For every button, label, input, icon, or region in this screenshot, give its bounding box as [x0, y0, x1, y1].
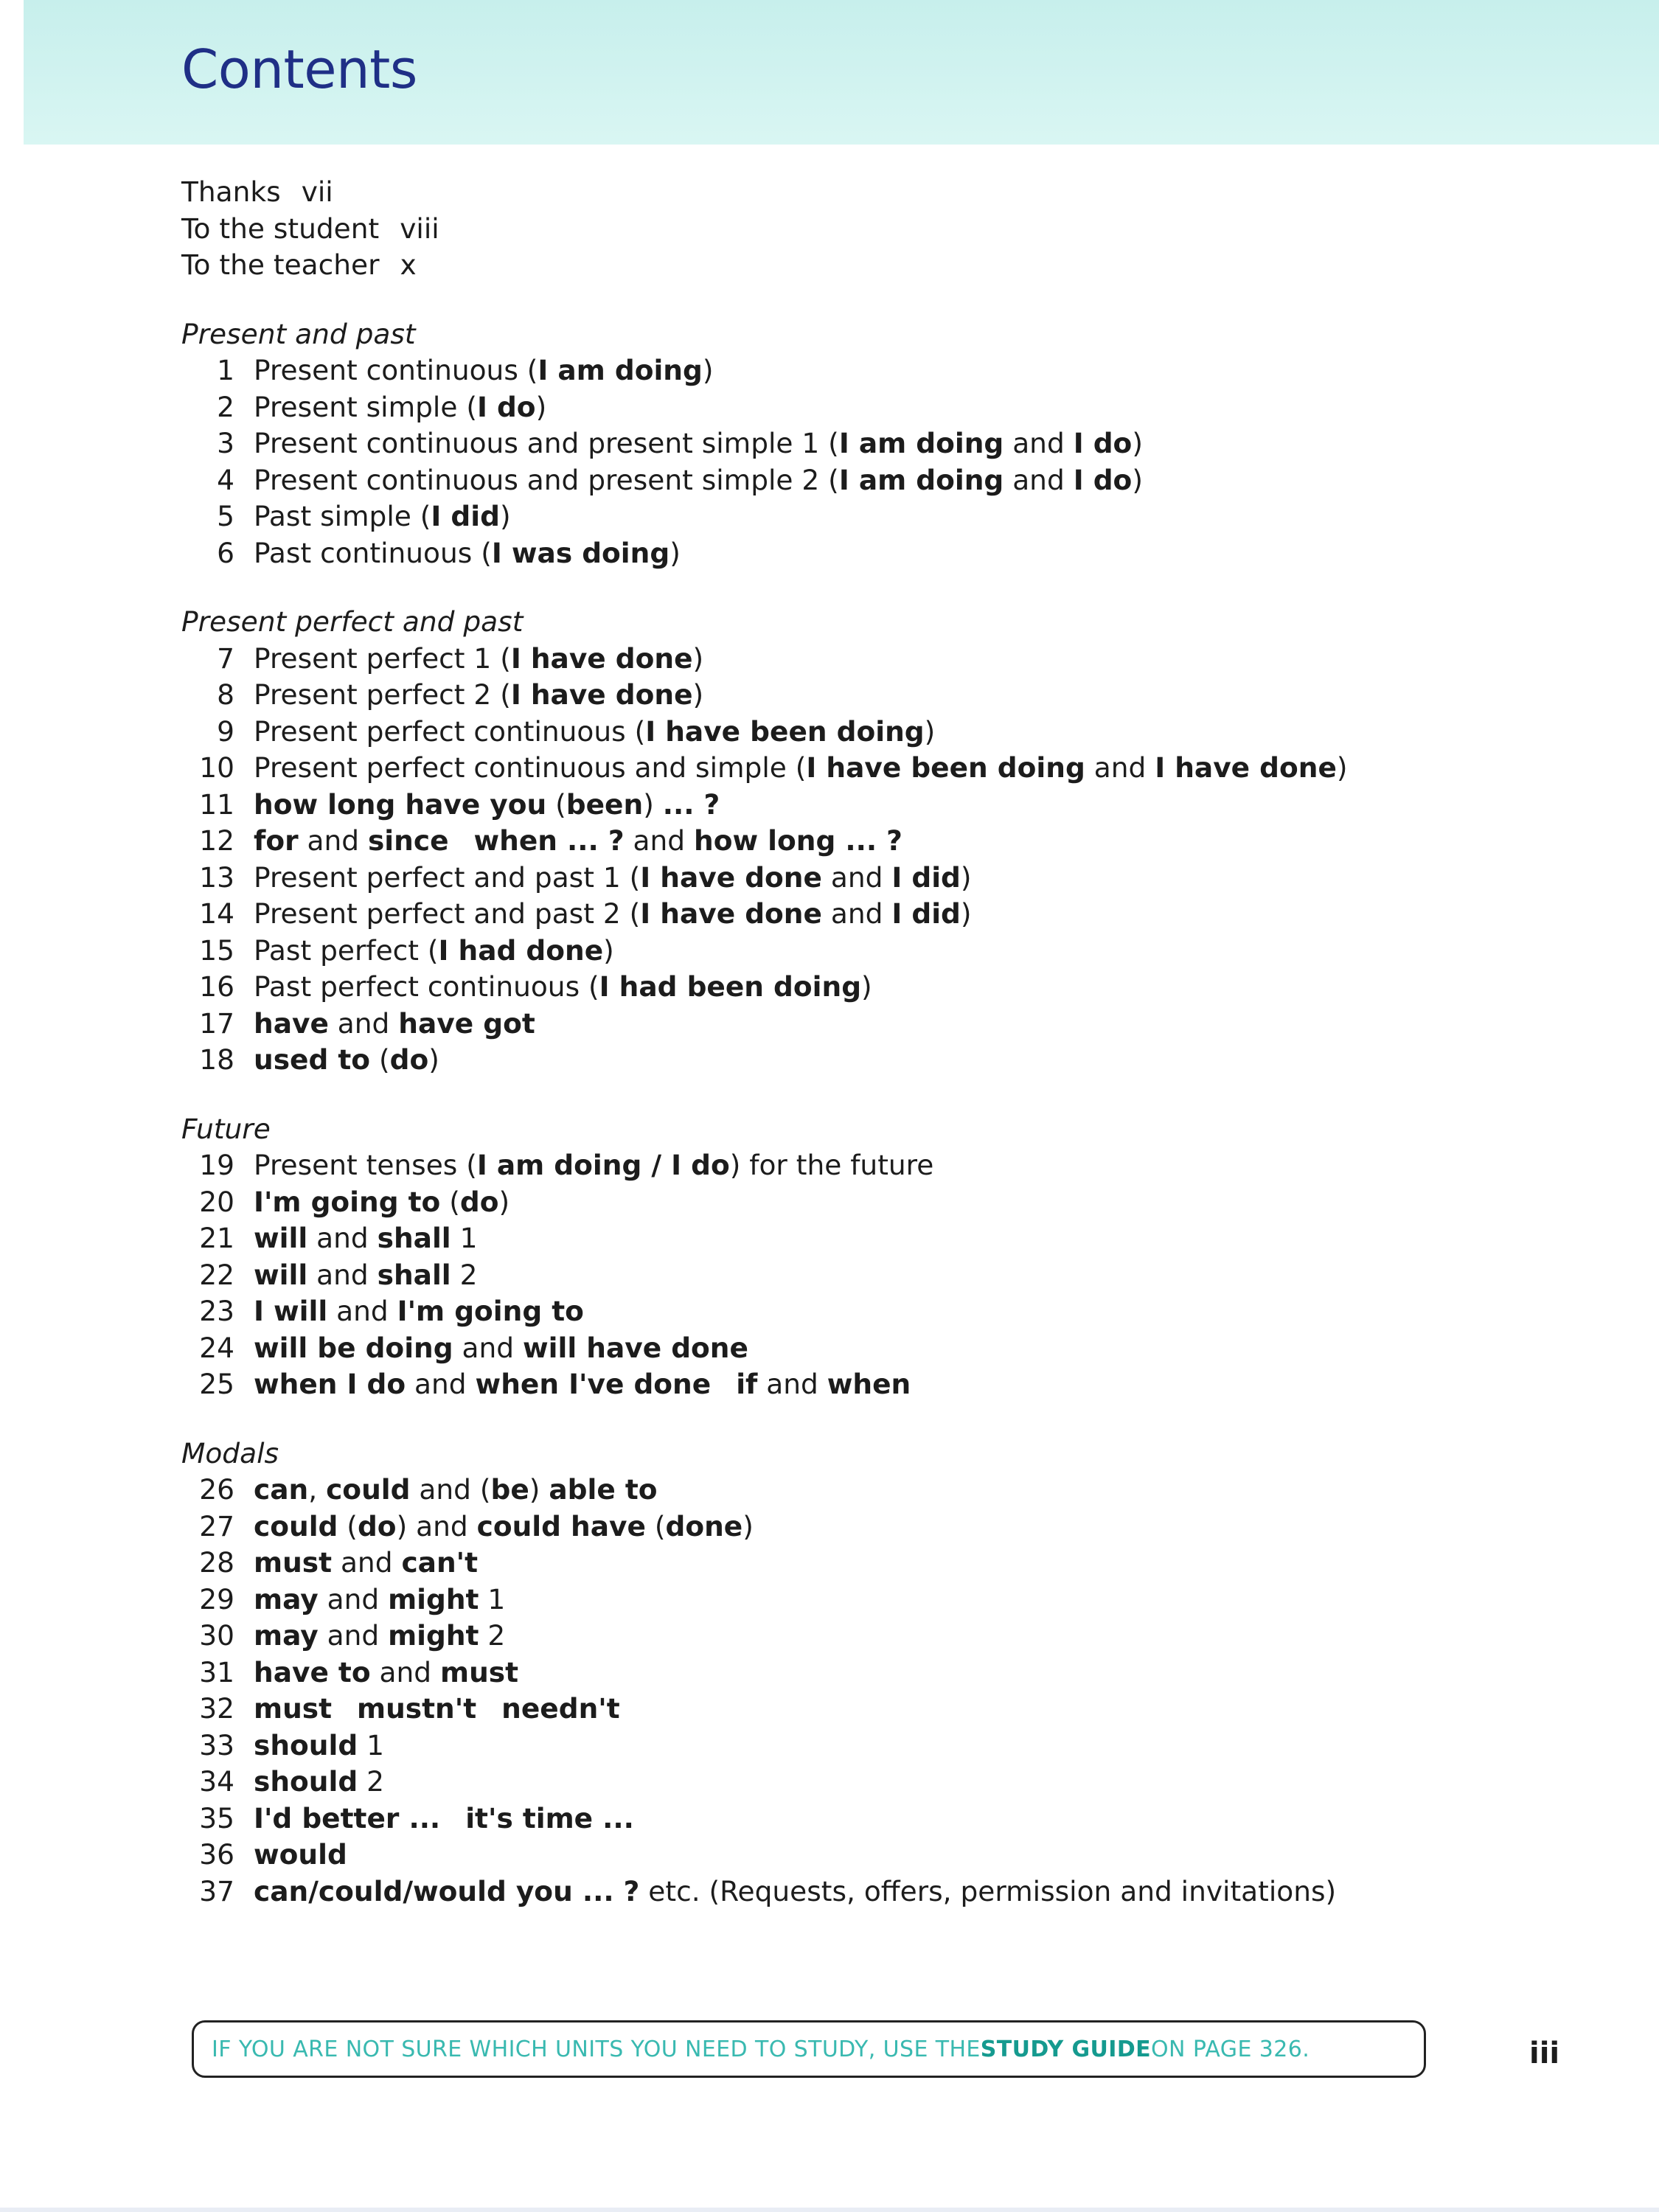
unit-entry[interactable]	[181, 1801, 1582, 1837]
unit-number: 15	[199, 933, 234, 967]
unit-title-bold: shall	[377, 1258, 451, 1291]
unit-title-bold: be	[490, 1473, 529, 1506]
unit-title-bold: when I've done	[475, 1368, 712, 1400]
unit-title	[254, 1042, 439, 1079]
unit-title	[254, 1618, 505, 1655]
unit-title	[254, 425, 1143, 462]
unit-entry[interactable]	[181, 535, 1582, 572]
unit-entry[interactable]	[181, 860, 1582, 897]
unit-title-bold: I am doing / I do	[476, 1149, 730, 1181]
unit-entry[interactable]	[181, 1147, 1582, 1184]
unit-title-text: )	[499, 500, 511, 532]
unit-number: 26	[199, 1473, 234, 1506]
unit-title	[254, 1220, 477, 1257]
unit-number: 10	[199, 751, 234, 784]
unit-number: 16	[199, 970, 234, 1003]
unit-title-bold: able to	[549, 1473, 658, 1506]
unit-title-text: Present continuous (	[254, 354, 538, 386]
unit-number: 34	[199, 1765, 234, 1798]
front-matter-item[interactable]	[181, 247, 1582, 284]
unit-title-text: and	[453, 1331, 523, 1364]
unit-title	[254, 389, 546, 426]
unit-title-bold: can/could/would you ... ?	[254, 1874, 640, 1907]
unit-title-bold: can't	[401, 1546, 479, 1579]
unit-title	[254, 1147, 933, 1184]
unit-title-text: )	[861, 970, 872, 1003]
unit-title-bold: should	[254, 1728, 358, 1761]
unit-title	[254, 1874, 1336, 1910]
unit-title-bold: must	[254, 1692, 333, 1725]
unit-title-text: and	[821, 860, 892, 894]
unit-title-text: etc. (Requests, offers, permission and invitations)	[639, 1874, 1337, 1907]
unit-entry[interactable]	[181, 1366, 1582, 1403]
unit-title-text: and	[307, 1222, 378, 1254]
unit-title-bold: I have done	[640, 860, 822, 894]
unit-title-text: 1	[358, 1728, 384, 1761]
unit-title-text: and	[1004, 463, 1074, 496]
unit-title-bold: I do	[476, 390, 536, 423]
unit-title	[254, 860, 972, 897]
unit-title	[254, 1728, 384, 1764]
section-title: Future	[181, 1112, 271, 1145]
unit-title-text: 1	[479, 1582, 506, 1615]
unit-title-text: )	[1132, 463, 1143, 496]
unit-entry[interactable]	[181, 389, 1582, 426]
unit-title-text: Present continuous and present simple 2 (	[254, 463, 839, 496]
front-matter-item[interactable]	[181, 174, 1582, 211]
unit-title-bold: I did	[891, 860, 961, 894]
unit-title-text: )	[960, 897, 972, 930]
unit-title	[254, 1655, 518, 1691]
section-title: Present perfect and past	[181, 605, 524, 638]
unit-title-bold: needn't	[501, 1692, 620, 1725]
unit-title-bold: if	[736, 1368, 758, 1400]
unit-number: 7	[217, 641, 234, 675]
front-matter-item[interactable]	[181, 211, 1582, 248]
unit-entry[interactable]	[181, 714, 1582, 751]
unit-title-bold: may	[254, 1619, 319, 1652]
unit-title-bold: I will	[254, 1295, 328, 1327]
unit-number: 14	[199, 897, 234, 930]
unit-title-text: 1	[451, 1222, 478, 1254]
unit-title	[254, 1545, 478, 1582]
unit-title-text: and	[307, 1258, 378, 1291]
unit-title-text: (	[370, 1043, 390, 1076]
unit-title	[254, 787, 720, 824]
unit-title-text: and	[318, 1582, 389, 1615]
unit-title-text: Past simple (	[254, 500, 431, 532]
unit-title-text: 2	[358, 1765, 384, 1798]
unit-title-text: and	[757, 1368, 827, 1400]
unit-number: 1	[217, 354, 234, 386]
unit-entry[interactable]	[181, 1728, 1582, 1764]
study-guide-note	[192, 2020, 1426, 2078]
front-matter-label: To the teacher	[181, 248, 380, 281]
unit-entry[interactable]	[181, 1257, 1582, 1294]
unit-title-bold: I have done	[1155, 751, 1337, 784]
unit-entry[interactable]	[181, 1006, 1582, 1043]
unit-title-bold: shall	[377, 1222, 451, 1254]
unit-title-text: )	[603, 933, 614, 967]
unit-entry[interactable]	[181, 969, 1582, 1006]
unit-title	[254, 1801, 634, 1837]
unit-title	[254, 750, 1348, 787]
unit-title	[254, 1764, 384, 1801]
unit-number: 27	[199, 1509, 234, 1543]
unit-title-text: and	[332, 1546, 402, 1579]
front-matter-page: viii	[400, 212, 439, 245]
unit-title-bold: will have done	[523, 1331, 748, 1364]
unit-title-bold: I did	[431, 500, 500, 532]
unit-number: 24	[199, 1331, 234, 1364]
unit-title-bold: must	[254, 1546, 333, 1579]
unit-entry[interactable]	[181, 498, 1582, 535]
unit-number: 35	[199, 1801, 234, 1834]
unit-title-text: and	[327, 1295, 397, 1327]
unit-title-bold: should	[254, 1765, 358, 1798]
unit-title-bold: ... ?	[662, 787, 720, 821]
unit-title-text: Present tenses (	[254, 1149, 477, 1181]
unit-number: 22	[199, 1258, 234, 1291]
unit-title-bold: do	[389, 1043, 429, 1076]
unit-title-text: Present perfect 2 (	[254, 678, 511, 711]
unit-number: 36	[199, 1838, 234, 1871]
unit-title-text: )	[960, 860, 972, 894]
unit-title-text: )	[535, 390, 547, 423]
front-matter-label: Thanks	[181, 175, 281, 208]
unit-number: 37	[199, 1874, 234, 1907]
study-guide-note-text: IF YOU ARE NOT SURE WHICH UNITS YOU NEED TO STUDY, USE THE	[212, 2036, 981, 2062]
unit-title-bold: I am doing	[538, 354, 703, 386]
unit-number: 11	[199, 787, 234, 821]
unit-title-bold: could	[326, 1473, 411, 1506]
unit-title-bold: I have done	[640, 897, 822, 930]
study-guide-note-page: ON PAGE 326.	[1151, 2036, 1310, 2062]
unit-title-bold: I have been doing	[806, 751, 1085, 784]
unit-title-bold: might	[388, 1582, 479, 1615]
section-title: Modals	[181, 1436, 279, 1470]
unit-title	[254, 1006, 535, 1043]
unit-number: 3	[217, 427, 234, 459]
study-guide-link[interactable]: STUDY GUIDE	[980, 2036, 1152, 2062]
unit-title-bold: been	[566, 787, 644, 821]
unit-entry[interactable]	[181, 1764, 1582, 1801]
unit-entry[interactable]	[181, 1184, 1582, 1221]
unit-title	[254, 1509, 754, 1545]
unit-title-bold: would	[254, 1838, 347, 1871]
unit-title-text: and	[370, 1655, 441, 1688]
unit-number: 29	[199, 1582, 234, 1615]
unit-title-bold: I have done	[510, 641, 693, 675]
unit-title-text: and	[1085, 751, 1155, 784]
unit-number: 19	[199, 1149, 234, 1181]
unit-title-text: Past perfect (	[254, 933, 439, 967]
unit-entry[interactable]	[181, 641, 1582, 678]
unit-title-bold: will	[254, 1258, 308, 1291]
unit-title-bold: I'd better ...	[254, 1801, 441, 1834]
front-matter-page: x	[400, 248, 417, 281]
unit-title-bold: must	[440, 1655, 519, 1688]
unit-number: 9	[217, 714, 234, 748]
unit-number: 32	[199, 1692, 234, 1725]
unit-title-bold: have to	[254, 1655, 371, 1688]
unit-entry[interactable]	[181, 1472, 1582, 1509]
unit-title	[254, 677, 703, 714]
unit-number: 8	[217, 678, 234, 711]
unit-title-text: 2	[479, 1619, 506, 1652]
unit-title-bold: I was doing	[491, 536, 670, 569]
unit-title-bold: could	[254, 1509, 338, 1543]
unit-number: 18	[199, 1043, 234, 1076]
unit-title-text: )	[529, 1473, 549, 1506]
unit-number: 2	[217, 390, 234, 423]
unit-title-text: )	[1132, 427, 1143, 459]
unit-title-text: (	[546, 787, 566, 821]
unit-number: 12	[199, 824, 234, 857]
unit-title	[254, 1837, 347, 1874]
unit-title-bold: I am doing	[838, 463, 1004, 496]
unit-title-bold: will	[254, 1222, 308, 1254]
unit-title-text: )	[1336, 751, 1348, 784]
unit-entry[interactable]	[181, 462, 1582, 499]
unit-title	[254, 1184, 509, 1221]
unit-title-text: )	[692, 641, 704, 675]
unit-number: 5	[217, 500, 234, 532]
front-matter-label: To the student	[181, 212, 380, 245]
unit-title-bold: I do	[1073, 463, 1133, 496]
unit-title-bold: do	[459, 1185, 499, 1218]
unit-entry[interactable]	[181, 933, 1582, 970]
unit-title	[254, 933, 614, 970]
unit-title	[254, 641, 703, 678]
unit-title-text: )	[643, 787, 663, 821]
unit-title-bold: I had been doing	[599, 970, 862, 1003]
unit-number: 33	[199, 1728, 234, 1761]
unit-title-text: Past continuous (	[254, 536, 492, 569]
unit-number: 23	[199, 1295, 234, 1327]
unit-title-bold: have	[254, 1006, 329, 1040]
unit-title	[254, 535, 681, 572]
unit-title-bold: for	[254, 824, 299, 857]
unit-title-bold: will be doing	[254, 1331, 453, 1364]
unit-title-text: ) for the future	[729, 1149, 934, 1181]
bottom-rule	[0, 2208, 1659, 2212]
unit-title-text: (	[440, 1185, 460, 1218]
unit-title-bold: have got	[398, 1006, 535, 1040]
unit-title-text: Present perfect 1 (	[254, 641, 511, 675]
unit-title-bold: I'm going to	[254, 1185, 441, 1218]
unit-title-text: (	[645, 1509, 666, 1543]
unit-entry[interactable]	[181, 787, 1582, 824]
section-title: Present and past	[181, 317, 416, 350]
unit-title-bold: can	[254, 1473, 309, 1506]
unit-title-bold: could have	[476, 1509, 646, 1543]
unit-number: 4	[217, 463, 234, 496]
unit-title-bold: I had done	[438, 933, 604, 967]
unit-entry[interactable]	[181, 1837, 1582, 1874]
unit-title	[254, 498, 511, 535]
sections	[181, 316, 1582, 1910]
unit-title-bold: when ... ?	[473, 824, 625, 857]
unit-title-bold: I have been doing	[645, 714, 925, 748]
unit-entry[interactable]	[181, 1293, 1582, 1330]
unit-title-bold: done	[665, 1509, 743, 1543]
unit-title	[254, 896, 972, 933]
unit-title-text: )	[669, 536, 681, 569]
unit-entry[interactable]	[181, 425, 1582, 462]
unit-number: 28	[199, 1546, 234, 1579]
unit-title-text: )	[498, 1185, 510, 1218]
unit-title-bold: I have done	[510, 678, 693, 711]
unit-title-bold: mustn't	[357, 1692, 477, 1725]
unit-title	[254, 352, 714, 389]
unit-title-text: and	[1004, 427, 1074, 459]
unit-title	[254, 1366, 911, 1403]
unit-title-bold: when	[827, 1368, 911, 1400]
unit-title	[254, 823, 902, 860]
page-number: iii	[1529, 2037, 1560, 2070]
unit-title-text: ) and	[396, 1509, 477, 1543]
page-title: Contents	[181, 38, 417, 100]
unit-title-text: and	[328, 1006, 399, 1040]
unit-title-text: and	[298, 824, 368, 857]
unit-number: 6	[217, 536, 234, 569]
unit-title-text: and	[821, 897, 892, 930]
contents-list	[181, 174, 1582, 1910]
unit-title-text: Past perfect continuous (	[254, 970, 599, 1003]
unit-entry[interactable]	[181, 1874, 1582, 1910]
unit-title-bold: used to	[254, 1043, 371, 1076]
unit-entry[interactable]	[181, 1655, 1582, 1691]
unit-title	[254, 1691, 620, 1728]
unit-title-text: ,	[308, 1473, 327, 1506]
unit-number: 20	[199, 1185, 234, 1218]
unit-title-bold: how long have you	[254, 787, 547, 821]
unit-title-text: (	[338, 1509, 358, 1543]
unit-title-bold: may	[254, 1582, 319, 1615]
unit-number: 25	[199, 1368, 234, 1400]
unit-number: 17	[199, 1006, 234, 1040]
unit-title-bold: I do	[1073, 427, 1133, 459]
unit-title-bold: do	[357, 1509, 397, 1543]
unit-title-bold: I did	[891, 897, 961, 930]
unit-entry[interactable]	[181, 823, 1582, 860]
unit-number: 21	[199, 1222, 234, 1254]
unit-title-text: )	[428, 1043, 439, 1076]
unit-title	[254, 1472, 658, 1509]
unit-title-text: Present perfect and past 2 (	[254, 897, 641, 930]
unit-title-bold: it's time ...	[465, 1801, 634, 1834]
unit-title	[254, 714, 935, 751]
unit-number: 30	[199, 1619, 234, 1652]
unit-entry[interactable]	[181, 1691, 1582, 1728]
unit-entry[interactable]	[181, 1330, 1582, 1367]
unit-title-text: )	[702, 354, 714, 386]
unit-title-text: )	[924, 714, 936, 748]
unit-title-text: and (	[410, 1473, 491, 1506]
unit-entry[interactable]	[181, 750, 1582, 787]
unit-title-bold: I am doing	[838, 427, 1004, 459]
front-matter	[181, 174, 1582, 284]
unit-entry[interactable]	[181, 1618, 1582, 1655]
unit-entry[interactable]	[181, 1042, 1582, 1079]
unit-title	[254, 969, 872, 1006]
unit-title-bold: I'm going to	[397, 1295, 584, 1327]
unit-entry[interactable]	[181, 1582, 1582, 1618]
unit-title-text: Present perfect continuous and simple (	[254, 751, 807, 784]
unit-entry[interactable]	[181, 1509, 1582, 1545]
unit-title-text: Present perfect continuous (	[254, 714, 646, 748]
unit-number: 31	[199, 1655, 234, 1688]
unit-title-bold: when I do	[254, 1368, 406, 1400]
unit-entry[interactable]	[181, 352, 1582, 389]
unit-title-text: Present simple (	[254, 390, 477, 423]
unit-title	[254, 462, 1143, 499]
unit-title-text: and	[406, 1368, 476, 1400]
front-matter-page: vii	[301, 175, 333, 208]
unit-title-bold: might	[388, 1619, 479, 1652]
unit-title	[254, 1293, 584, 1330]
unit-entry[interactable]	[181, 1220, 1582, 1257]
unit-title-text: and	[318, 1619, 389, 1652]
unit-title-bold: how long ... ?	[694, 824, 902, 857]
unit-title-bold: since	[367, 824, 449, 857]
unit-title-text: and	[624, 824, 695, 857]
unit-entry[interactable]	[181, 677, 1582, 714]
unit-title-text: Present continuous and present simple 1 (	[254, 427, 839, 459]
unit-title-text: )	[742, 1509, 754, 1543]
unit-entry[interactable]	[181, 896, 1582, 933]
unit-title-text: )	[692, 678, 704, 711]
unit-title-text: Present perfect and past 1 (	[254, 860, 641, 894]
unit-title	[254, 1257, 477, 1294]
unit-title-text: 2	[451, 1258, 478, 1291]
unit-title	[254, 1582, 505, 1618]
unit-title	[254, 1330, 748, 1367]
unit-number: 13	[199, 860, 234, 894]
unit-entry[interactable]	[181, 1545, 1582, 1582]
